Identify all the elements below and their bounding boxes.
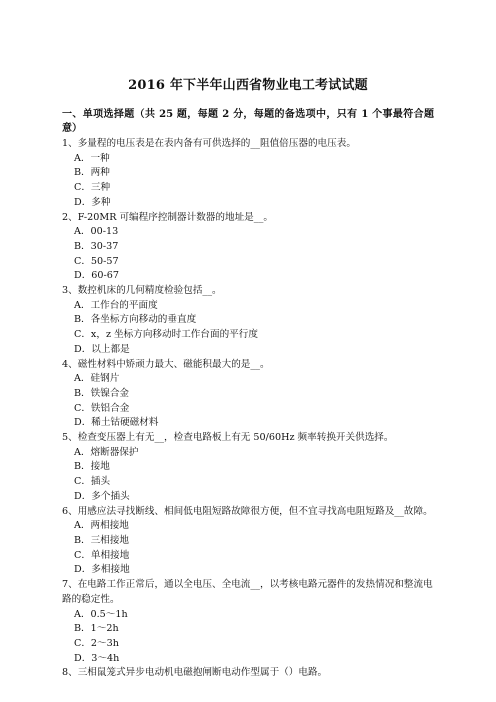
question-4: 4、磁性材料中矫顽力最大、磁能积最大的是__。	[62, 358, 270, 370]
question-7-option-a: A．0.5～1h	[74, 608, 128, 620]
question-2-option-d: D．60-67	[74, 270, 119, 282]
question-6-option-a: A．两相接地	[74, 520, 129, 532]
question-5-option-a: A．熔断器保护	[74, 446, 139, 458]
question-1-option-b: B．两种	[74, 167, 110, 179]
question-5: 5、检查变压器上有无__，检查电路板上有无 50/60Hz 频率转换开关供选择。	[62, 432, 394, 444]
question-6-option-c: C．单相接地	[74, 549, 130, 561]
question-2-option-c: C．50-57	[74, 255, 119, 267]
question-2-option-a: A．00-13	[74, 226, 119, 238]
question-3-option-b: B．各坐标方向移动的垂直度	[74, 314, 197, 326]
question-6-option-d: D．多相接地	[74, 564, 130, 576]
question-3-option-d: D．以上都是	[74, 343, 130, 355]
question-1-option-a: A．一种	[74, 152, 110, 164]
question-5-option-d: D．多个插头	[74, 490, 130, 502]
question-4-option-a: A．硅钢片	[74, 373, 120, 385]
document-body	[62, 108, 434, 681]
question-2: 2、F-20MR 可编程序控制器计数器的地址是__。	[62, 211, 273, 223]
question-2-option-b: B．30-37	[74, 240, 119, 252]
question-4-option-d: D．稀土钴硬磁材料	[74, 417, 159, 429]
question-1-option-d: D．多种	[74, 196, 111, 208]
question-7-option-b: B．1～2h	[74, 623, 119, 635]
question-6-option-b: B．三相接地	[74, 534, 130, 546]
question-6: 6、用感应法寻找断线、相间低电阻短路故障很方便，但不宜寻找高电阻短路及__故障。	[62, 505, 433, 517]
question-7-option-c: C．2～3h	[74, 637, 119, 649]
question-5-option-b: B．接地	[74, 461, 110, 473]
question-7-option-d: D．3～4h	[74, 652, 120, 664]
question-7: 7、在电路工作正常后，通以全电压、全电流__，以考核电路元器件的发热情况和整流电路的稳定性。	[62, 579, 433, 605]
question-3: 3、数控机床的几何精度检验包括__。	[62, 285, 222, 297]
question-5-option-c: C．插头	[74, 476, 111, 488]
section-heading: 一、单项选择题（共 25 题，每题 2 分，每题的备选项中，只有 1 个事最符合题意）	[62, 109, 434, 134]
question-4-option-b: B．铁镍合金	[74, 387, 130, 399]
document-title: 2016 年下半年山西省物业电工考试试题	[128, 78, 368, 93]
question-4-option-c: C．铁铝合金	[74, 402, 130, 414]
question-3-option-c: C．x，z 坐标方向移动时工作台面的平行度	[74, 329, 258, 341]
question-8: 8、三相鼠笼式异步电动机电磁抱闸断电动作型属于（）电路。	[62, 667, 328, 679]
question-1-option-c: C．三种	[74, 182, 111, 194]
question-3-option-a: A．工作台的平面度	[74, 299, 158, 311]
question-1: 1、多量程的电压表是在表内备有可供选择的__阻值倍压器的电压表。	[62, 138, 356, 149]
